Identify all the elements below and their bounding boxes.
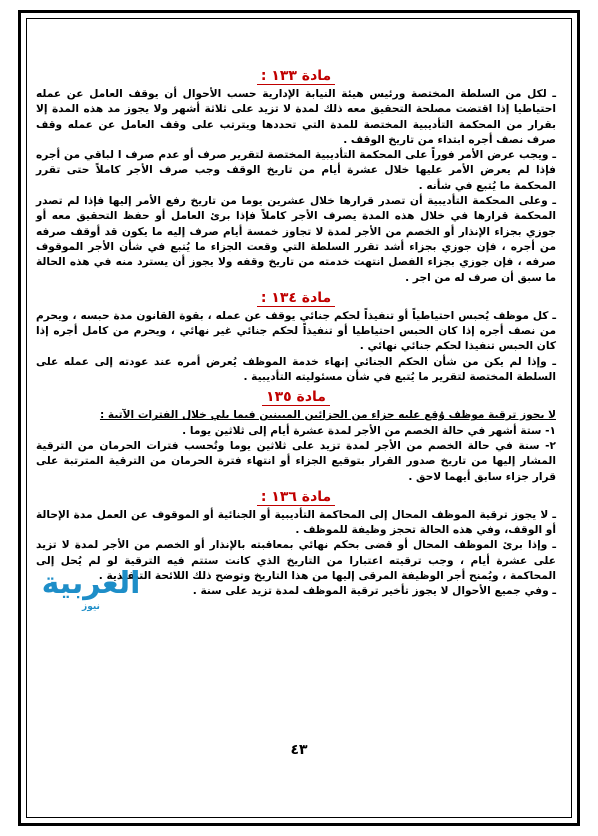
article-135-item: ١- ستة أشهر في حالة الخصم من الأجر لمدة عشرة أيام إلى ثلاثين يوما . <box>182 424 556 437</box>
article-136-paragraph: ـ وإذا برئ الموظف المحال أو قضى بحكم نهائي بمعاقبته بالإنذار أو الخصم من الأجر لمدة لا تزيد على عشرة أيام ، وجب ترقيته اعتبارا من التاريخ الذي كانت ستتم فيه الترقية لو لم يُحل إلى المحاكمة ، ويُمنح أجر الوظيفة المرقى إليها من هذا التاريخ وتوضح ذلك اللائحة التنفيذية . <box>36 539 556 583</box>
watermark-sub-text: نيوز <box>82 602 100 612</box>
article-134-paragraph: ـ كل موظف يُحبس احتياطياً أو تنفيذاً لحكم جنائي يوقف عن عمله ، بقوة القانون مدة حبسه ، ويحرم من نصف أجره إذا كان الحبس احتياطيا أو تنفيذاً لحكم جنائي غير نهائي ، ويحرم من كامل أجره إذا كان الحبس تنفيذا لحكم جنائي نهائي . <box>36 309 556 353</box>
article-134-paragraph: ـ وإذا لم يكن من شأن الحكم الجنائي إنهاء خدمة الموظف يُعرض أمره عند عودته إلى عمله على السلطة المختصة لتقرير ما يُتبع في شأن مسئوليته التأديبية . <box>36 355 556 384</box>
article-134 <box>36 288 556 385</box>
watermark-logo-text: العربية <box>41 566 141 601</box>
article-133-paragraph: ـ وعلى المحكمة التأديبية أن تصدر قرارها خلال عشرين يوما من تاريخ رفع الأمر إليها فإذا لم تصدر المحكمة قرارها في خلال هذه المدة يصرف الأجر كاملاً فإذا برئ العامل أو حفظ التحقيق معه أو جوزي بجزاء الإنذار أو الخصم من الأجر لمدة لا تجاوز خمسة أيام صرف إليه ما يكون قد أوقف صرفه من أجره ، فإن جوزي بجزاء أشد تقرر السلطة التي وقعت الجزاء ما يُتبع في شأن الأجر الموقوف صرفه ، فإن جوزي بجزاء الفصل انتهت خدمته من تاريخ وقفه ولا يجوز أن يسترد منه في هذه الحالة ما سبق أن صرف له من اجر . <box>36 195 556 284</box>
article-135-intro: لا يجوز ترقية موظف وُقع عليه جزاء من الجزائين المبينين فيما يلي خلال الفترات الآتية : <box>99 409 556 422</box>
page-number: ٤٣ <box>290 742 308 758</box>
article-135-item: ٢- سنة في حالة الخصم من الأجر لمدة تزيد على ثلاثين يوما وتُحسب فترات الحرمان من الترقية المشار إليها من تاريخ صدور القرار بتوقيع الجزاء أو انتهاء فترة الحرمان من الترقية المترتبة على قرار جزاء سابق أيهما لاحق . <box>36 439 556 483</box>
article-133-paragraph: ـ لكل من السلطة المختصة ورئيس هيئة النيابة الإدارية حسب الأحوال أن يوقف العامل عن عمله احتياطيا إذا اقتضت مصلحة التحقيق معه ذلك لمدة لا تزيد على ثلاثة أشهر ولا يجوز مد هذه المدة إلا بقرار من المحكمة التأديبية المختصة للمدة التي تحددها ويترتب على وقف العامل عن عمله وقف صرف نصف أجره ابتداء من تاريخ الوقف . <box>36 88 556 146</box>
article-136-paragraph: ـ وفي جميع الأحوال لا يجوز تأخير ترقية الموظف لمدة تزيد على سنة . <box>192 585 556 598</box>
article-135-title: مادة ١٣٥ <box>36 387 556 407</box>
document-body <box>36 64 556 600</box>
article-136-paragraph: ـ لا يجوز ترقية الموظف المحال إلى المحاكمة التأديبية أو الجنائية أو الموقوف عن العمل مدة الإحالة أو الوقف، وفي هذه الحالة تحجز وظيفة للموظف . <box>36 508 556 537</box>
article-136-title: مادة ١٣٦ : <box>36 487 556 507</box>
article-133-paragraph: ـ ويجب عرض الأمر فوراً على المحكمة التأديبية المختصة لتقرير صرف أو عدم صرف ا لباقي من أجره فإذا لم يعرض الأمر عليها خلال عشرة أيام من تاريخ الوقف وجب صرف الأجر كاملاً حتى تقرر المحكمة ما يُتبع في شأنه . <box>36 149 556 192</box>
article-133-title: مادة ١٣٣ : <box>36 66 556 86</box>
article-133 <box>36 66 556 286</box>
news-logo-watermark <box>36 566 146 620</box>
article-134-title: مادة ١٣٤ : <box>36 288 556 308</box>
article-135 <box>36 387 556 484</box>
